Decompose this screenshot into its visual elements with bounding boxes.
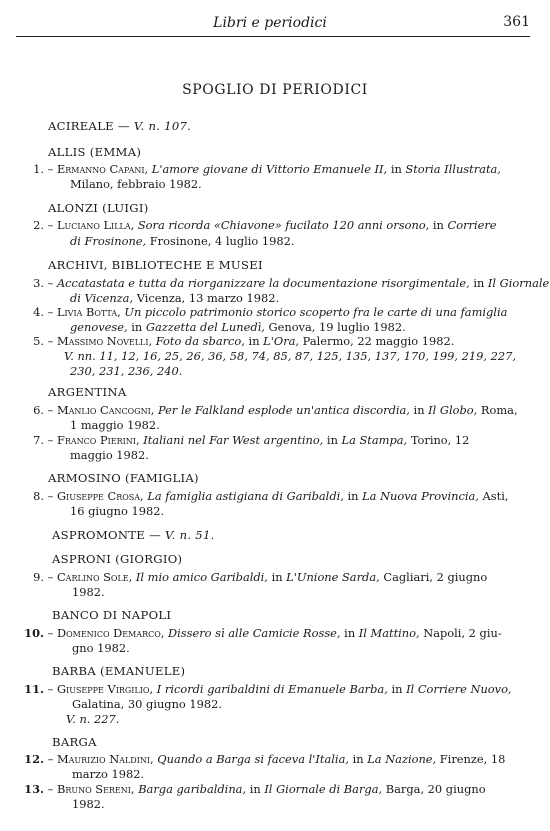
entry-2 — [0, 218, 497, 232]
entry-dash: – — [47, 682, 54, 696]
entry-number: 1. — [33, 162, 44, 176]
entry-journal: La Nazione, — [367, 752, 437, 766]
entry-journal: L'Unione Sarda, — [286, 570, 380, 584]
entry-journal: La Nuova Provincia, — [362, 489, 479, 503]
entry-title: I ricordi garibaldini di Emanuele Barba, — [156, 682, 388, 696]
entry-in: in — [432, 218, 444, 232]
entry-number: 12. — [24, 752, 44, 766]
entry-title: Per le Falkland esplode un'antica discordia, — [158, 403, 410, 417]
entry-5 — [0, 334, 454, 348]
entry-dash: – — [47, 276, 54, 290]
entry-8 — [0, 489, 508, 503]
entry-number: 10. — [24, 626, 44, 640]
entry-journal: La Stampa, — [341, 433, 408, 447]
entry-number: 3. — [33, 276, 44, 290]
entry-10 — [0, 626, 502, 640]
heading-aspromonte — [52, 528, 215, 542]
entry-author: Manlio Cancogni, — [56, 403, 155, 417]
cross-reference: V. n. 227. — [66, 712, 120, 726]
cross-references: V. nn. 11, 12, 16, 25, 26, 36, 58, 74, 85, 87, 125, 135, 137, 170, 199, 219, 227, — [64, 349, 517, 363]
entry-13 — [0, 782, 486, 796]
entry-10-continuation: gno 1982. — [72, 641, 130, 655]
heading-argentina: ARGENTINA — [48, 385, 127, 399]
entry-number: 5. — [33, 334, 44, 348]
section-title: SPOGLIO DI PERIODICI — [182, 82, 368, 98]
entry-number: 4. — [33, 305, 44, 319]
heading-archivi: ARCHIVI, BIBLIOTECHE E MUSEI — [48, 258, 263, 272]
entry-dash: – — [47, 334, 54, 348]
entry-number: 8. — [33, 489, 44, 503]
entry-title: Un piccolo patrimonio storico scoperto fra le carte di una famiglia — [124, 305, 508, 319]
entry-dash: – — [47, 403, 54, 417]
entry-journal: Gazzetta del Lunedì, — [145, 320, 265, 334]
entry-place: Roma, — [480, 403, 518, 417]
entry-journal: Il Giornale — [487, 276, 550, 290]
running-title: Libri e periodici — [213, 15, 327, 31]
entry-author: Luciano Lilla, — [56, 218, 135, 232]
entry-author: Maurizio Naldini, — [56, 752, 154, 766]
heading-acireale — [48, 119, 191, 133]
entry-dash: – — [47, 305, 54, 319]
entry-title: Foto da sbarco, — [155, 334, 245, 348]
entry-in: in — [271, 570, 283, 584]
entry-3 — [0, 276, 549, 290]
entry-1 — [0, 162, 501, 176]
entry-place-date: Palermo, 22 maggio 1982. — [302, 334, 455, 348]
entry-6 — [0, 403, 518, 417]
entry-in: in — [352, 752, 364, 766]
entry-dash: – — [47, 570, 54, 584]
heading-barga: BARGA — [52, 735, 97, 749]
entry-place: Barga, 20 giugno — [385, 782, 486, 796]
heading-banco-di-napoli: BANCO DI NAPOLI — [52, 608, 172, 622]
entry-place-date: Vicenza, 13 marzo 1982. — [136, 291, 280, 305]
entry-place: Firenze, 18 — [439, 752, 506, 766]
entry-9-continuation: 1982. — [72, 585, 105, 599]
entry-7-continuation: maggio 1982. — [70, 448, 149, 462]
entry-4 — [0, 305, 507, 319]
cross-references-cont: 230, 231, 236, 240. — [70, 364, 183, 378]
entry-3-continuation — [70, 291, 279, 305]
entry-title: L'amore giovane di Vittorio Emanuele II, — [151, 162, 388, 176]
entry-in: in — [413, 403, 425, 417]
entry-author: Giuseppe Virgilio, — [56, 682, 154, 696]
entry-author: Bruno Sereni, — [56, 782, 135, 796]
entry-author: Massimo Novelli, — [56, 334, 153, 348]
cross-reference: — V. n. 107. — [117, 119, 192, 133]
entry-title: Sora ricorda «Chiavone» fucilato 120 anni orsono, — [137, 218, 430, 232]
heading-barba: BARBA (EMANUELE) — [52, 664, 186, 678]
entry-place: Torino, 12 — [410, 433, 470, 447]
entry-dash: – — [47, 752, 54, 766]
entry-dash: – — [47, 162, 54, 176]
entry-in: in — [390, 162, 402, 176]
heading-text: ACIREALE — [48, 119, 114, 133]
entry-11-continuation: Galatina, 30 giugno 1982. — [72, 697, 223, 711]
entry-8-continuation: 16 giugno 1982. — [70, 504, 165, 518]
entry-author: Giuseppe Crosa, — [56, 489, 144, 503]
entry-journal-cont: di Vicenza, — [70, 291, 134, 305]
entry-journal: L'Ora, — [263, 334, 300, 348]
entry-place: Asti, — [482, 489, 509, 503]
entry-title: Dissero sì alle Camicie Rosse, — [168, 626, 341, 640]
entry-in: in — [326, 433, 338, 447]
entry-journal: Storia Illustrata, — [405, 162, 501, 176]
entry-dash: – — [47, 218, 54, 232]
entry-in: in — [473, 276, 485, 290]
entry-place: Napoli, 2 giu- — [423, 626, 502, 640]
entry-12 — [0, 752, 505, 766]
entry-author: Franco Pierini, — [56, 433, 140, 447]
entry-title: Quando a Barga si faceva l'Italia, — [157, 752, 349, 766]
entry-title: La famiglia astigiana di Garibaldi, — [147, 489, 344, 503]
entry-in: in — [347, 489, 359, 503]
entry-6-continuation: 1 maggio 1982. — [70, 418, 160, 432]
entry-number: 7. — [33, 433, 44, 447]
entry-11 — [0, 682, 512, 696]
entry-journal: Corriere — [447, 218, 497, 232]
entry-place: Cagliari, 2 giugno — [383, 570, 488, 584]
entry-title: Barga garibaldina, — [138, 782, 247, 796]
entry-number: 9. — [33, 570, 44, 584]
entry-title: Accatastata e tutta da riorganizzare la documentazione risorgimentale, — [56, 276, 470, 290]
entry-in: in — [248, 334, 260, 348]
entry-in: in — [391, 682, 403, 696]
entry-4-continuation — [70, 320, 406, 334]
entry-title: Italiani nel Far West argentino, — [143, 433, 324, 447]
entry-number: 6. — [33, 403, 44, 417]
entry-author: Livia Botta, — [56, 305, 121, 319]
entry-7 — [0, 433, 469, 447]
entry-author: Ermanno Capani, — [56, 162, 149, 176]
entry-title-cont: genovese, — [70, 320, 128, 334]
entry-number: 13. — [24, 782, 44, 796]
entry-title: Il mio amico Garibaldi, — [135, 570, 268, 584]
entry-in: in — [249, 782, 261, 796]
entry-dash: – — [47, 489, 54, 503]
entry-number: 2. — [33, 218, 44, 232]
entry-dash: – — [47, 433, 54, 447]
entry-dash: – — [47, 782, 54, 796]
entry-9 — [0, 570, 487, 584]
cross-reference: — V. n. 51. — [149, 528, 215, 542]
entry-number: 11. — [24, 682, 44, 696]
entry-place-date: Genova, 19 luglio 1982. — [268, 320, 406, 334]
entry-author: Carlino Sole, — [56, 570, 133, 584]
entry-place-date: Frosinone, 4 luglio 1982. — [149, 234, 295, 248]
heading-allis: ALLIS (EMMA) — [48, 145, 142, 159]
heading-alonzi: ALONZI (LUIGI) — [48, 201, 149, 215]
entry-in: in — [131, 320, 143, 334]
heading-asproni: ASPRONI (GIORGIO) — [52, 552, 183, 566]
entry-dash: – — [47, 626, 54, 640]
entry-journal: Il Mattino, — [358, 626, 420, 640]
entry-12-continuation: marzo 1982. — [72, 767, 145, 781]
entry-journal: Il Giornale di Barga, — [264, 782, 383, 796]
heading-armosino: ARMOSINO (FAMIGLIA) — [48, 471, 199, 485]
entry-journal: Il Globo, — [428, 403, 478, 417]
entry-2-continuation — [70, 234, 295, 248]
entry-in: in — [344, 626, 356, 640]
heading-text: ASPROMONTE — [52, 528, 146, 542]
entry-journal: Il Corriere Nuovo, — [406, 682, 512, 696]
entry-author: Domenico Demarco, — [56, 626, 165, 640]
entry-1-continuation: Milano, febbraio 1982. — [70, 177, 202, 191]
page-number: 361 — [503, 14, 530, 30]
entry-journal-cont: di Frosinone, — [70, 234, 147, 248]
entry-13-continuation: 1982. — [72, 797, 105, 811]
